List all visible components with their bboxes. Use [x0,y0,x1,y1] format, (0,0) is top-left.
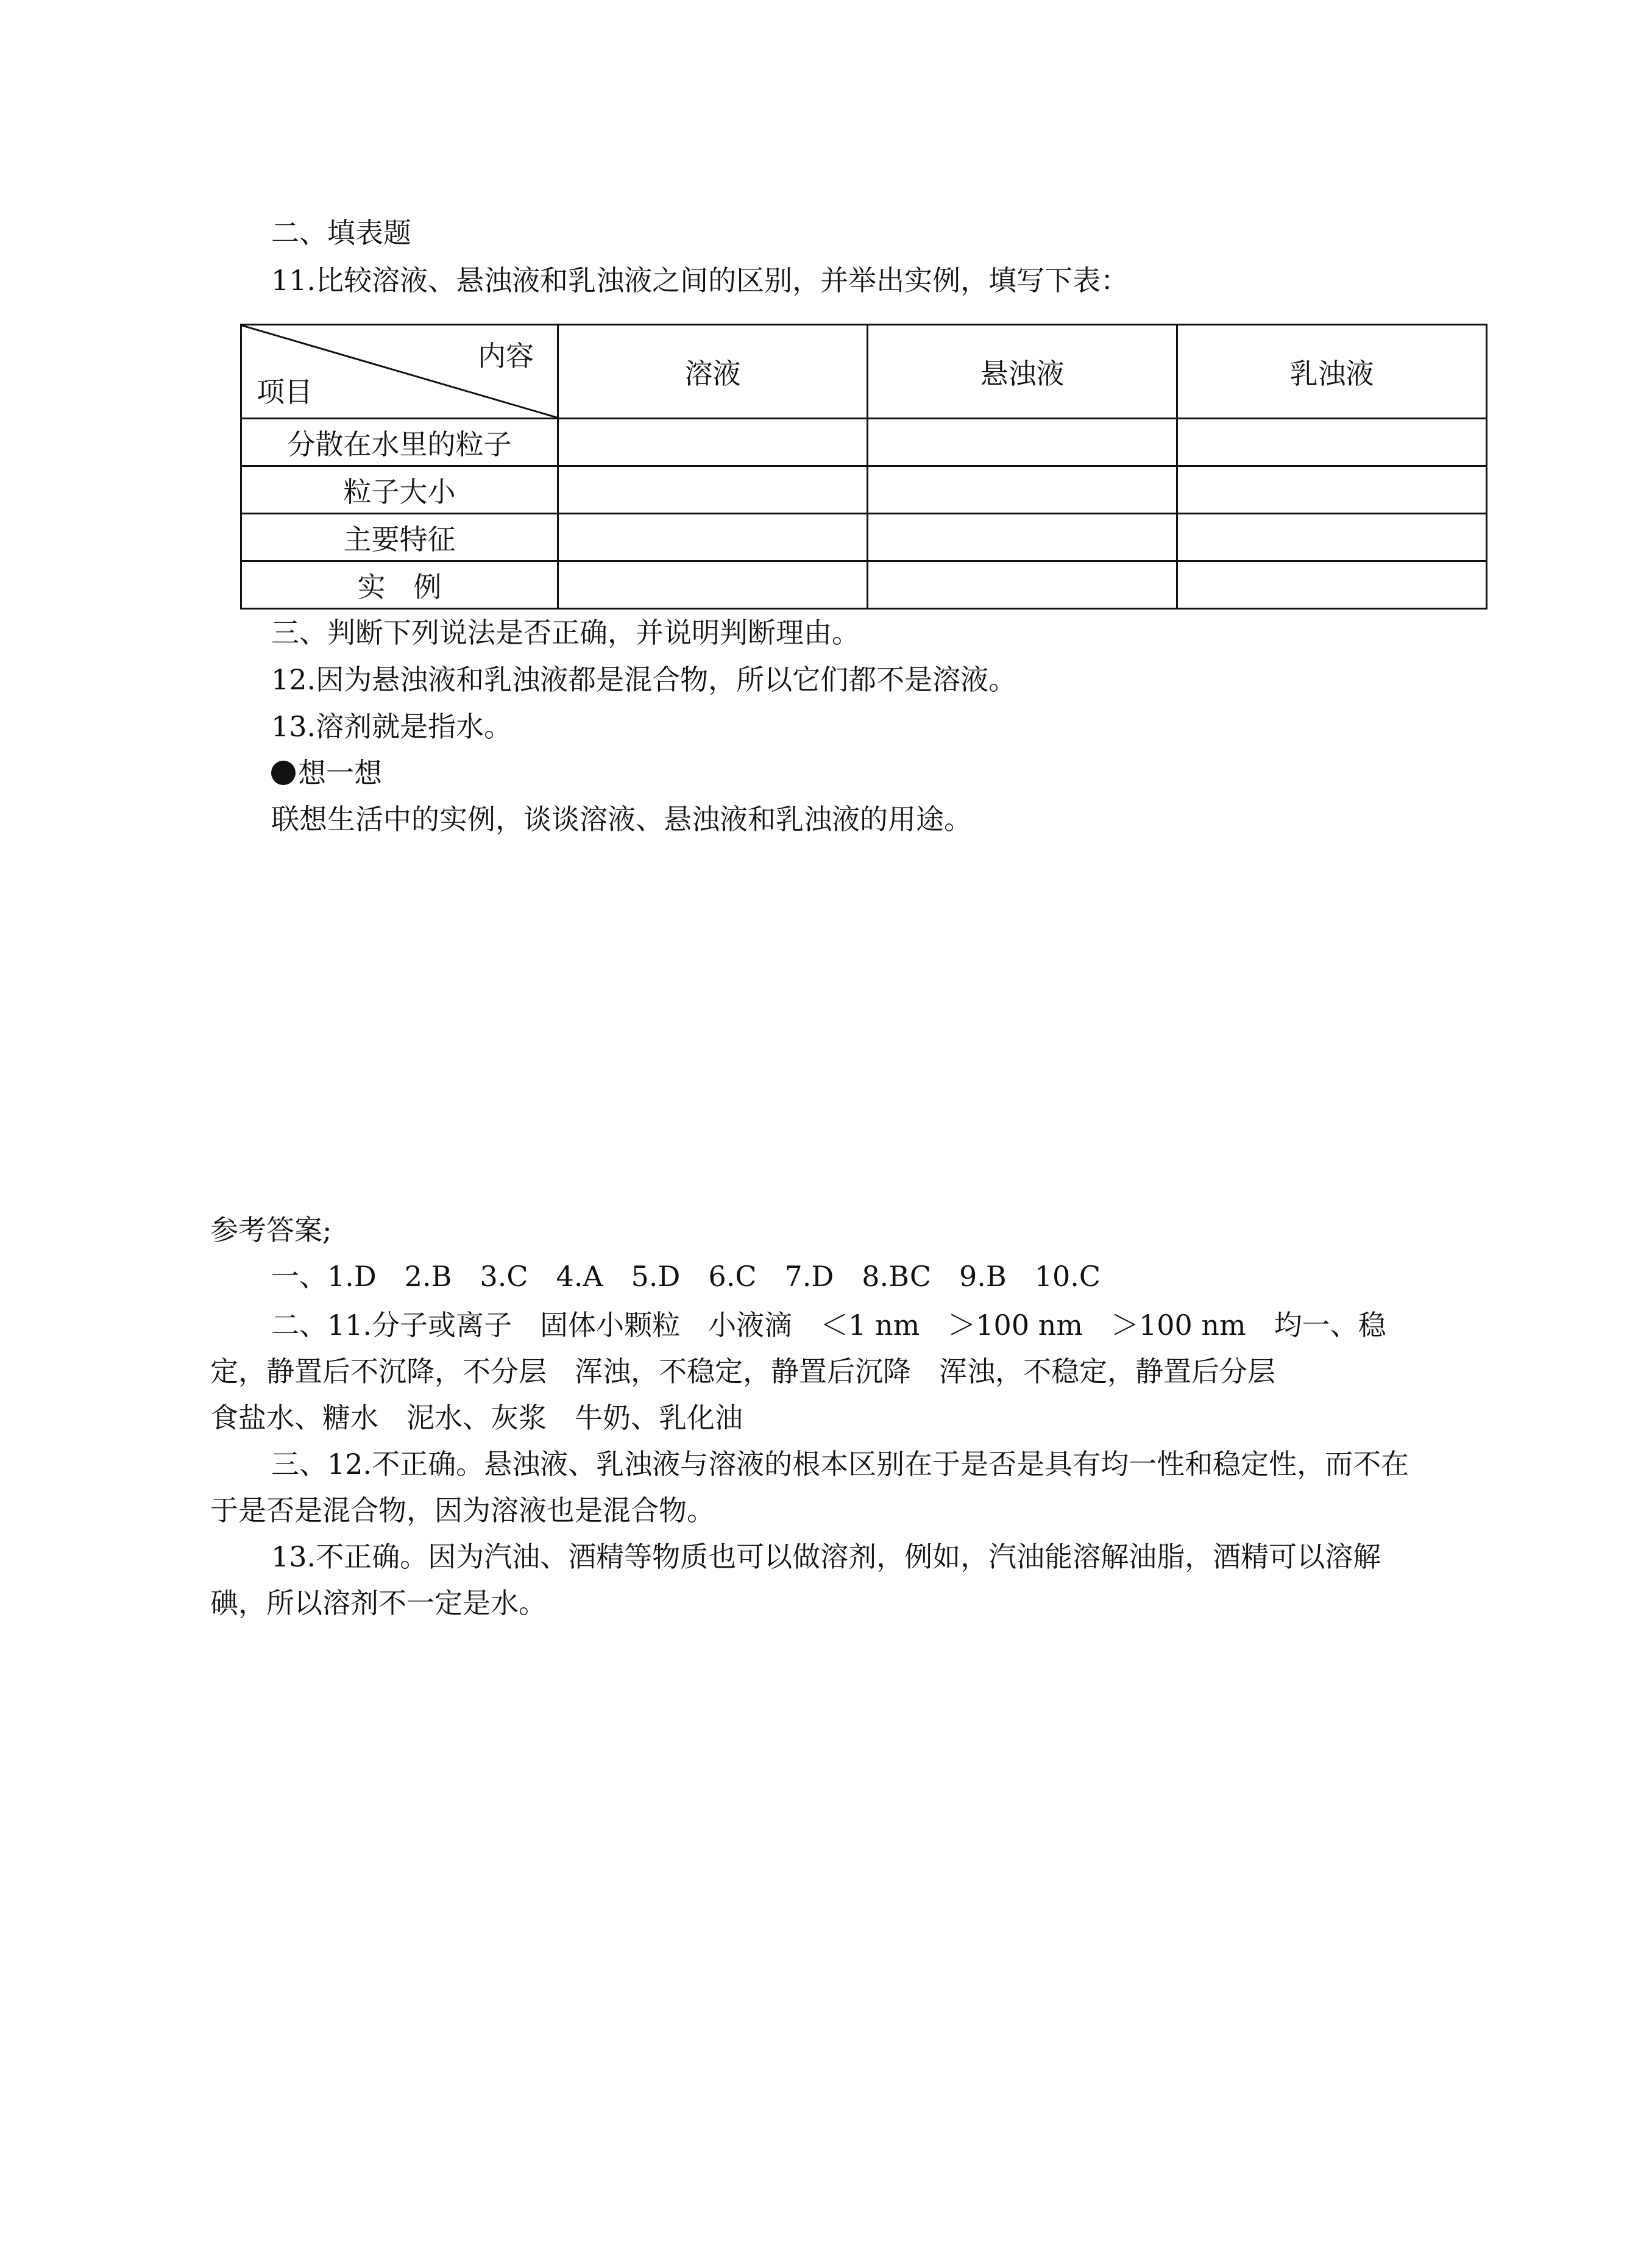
answer-11-examples: 食盐水、糖水 泥水、灰浆 牛奶、乳化油 [210,1401,743,1434]
question-13: 13.溶剂就是指水。 [271,710,512,743]
bullet-icon [271,761,296,785]
answer-1-10: 一、1.D 2.B 3.C 4.A 5.D 6.C 7.D 8.BC 9.B 10.C [271,1260,1101,1293]
column-header-solution: 溶液 [558,325,868,419]
table-corner-cell [241,325,558,419]
blank-cell [1177,419,1487,466]
blank-cell [1177,561,1487,609]
row-header: 分散在水里的粒子 [241,419,558,466]
corner-label-item: 项目 [257,375,313,408]
column-header-suspension: 悬浊液 [868,325,1177,419]
table-row [241,419,1487,466]
blank-cell [868,514,1177,561]
answer-12: 三、12.不正确。悬浊液、乳浊液与溶液的根本区别在于是否是具有均一性和稳定性，而不在于是否是混合物，因为溶液也是混合物。 [210,1448,1409,1527]
blank-cell [868,419,1177,466]
section2-title: 二、填表题 [271,216,411,249]
question-11: 11.比较溶液、悬浊液和乳浊液之间的区别，并举出实例，填写下表： [271,264,1129,297]
table-header-row [241,325,1487,419]
answer-11: 二、11.分子或离子 固体小颗粒 小液滴 ＜1 nm ＞100 nm ＞100 nm 均一、稳定，静置后不沉降，不分层 浑浊，不稳定，静置后沉降 浑浊，不稳定，静置后分层 [210,1309,1386,1388]
think-prompt: 联想生活中的实例，谈谈溶液、悬浊液和乳浊液的用途。 [271,803,972,836]
think-heading [271,755,382,791]
think-title: 想一想 [298,756,382,789]
row-header: 粒子大小 [241,466,558,514]
blank-cell [868,466,1177,514]
blank-cell [558,514,868,561]
comparison-table [240,324,1487,610]
table-row [241,466,1487,514]
blank-cell [558,419,868,466]
section3-title: 三、判断下列说法是否正确，并说明判断理由。 [271,616,860,649]
row-header: 实 例 [241,561,558,609]
blank-cell [558,466,868,514]
blank-cell [1177,514,1487,561]
blank-cell [1177,466,1487,514]
question-12: 12.因为悬浊液和乳浊液都是混合物，所以它们都不是溶液。 [271,663,1017,696]
blank-cell [558,561,868,609]
row-header: 主要特征 [241,514,558,561]
column-header-emulsion: 乳浊液 [1177,325,1487,419]
table-row [241,514,1487,561]
corner-label-content: 内容 [478,339,534,372]
table-row [241,561,1487,609]
answers-heading: 参考答案; [210,1214,332,1246]
blank-cell [868,561,1177,609]
answer-13: 13.不正确。因为汽油、酒精等物质也可以做溶剂，例如，汽油能溶解油脂，酒精可以溶解碘，所以溶剂不一定是水。 [210,1540,1381,1619]
